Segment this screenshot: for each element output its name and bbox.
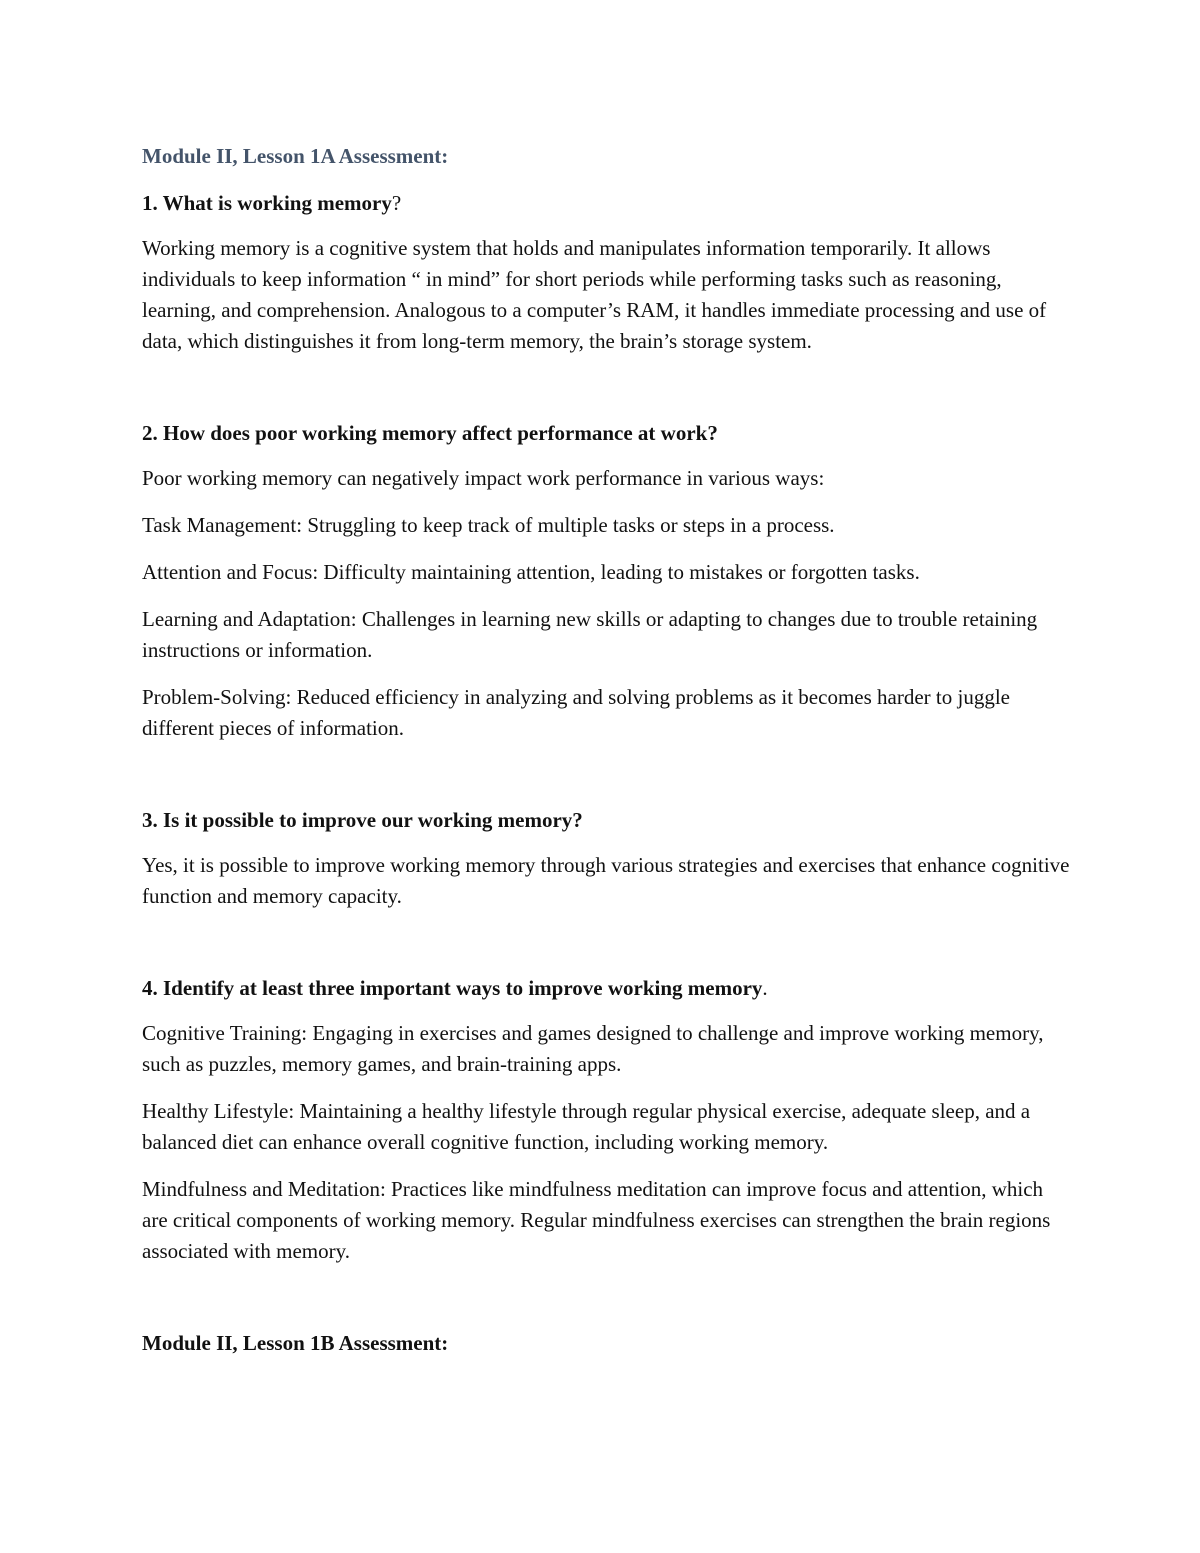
answer-2-intro: Poor working memory can negatively impact work performance in various ways: — [142, 466, 825, 490]
answer-4-cognitive-training: Cognitive Training: Engaging in exercises and games designed to challenge and improve working memory, such as puzzles, memory games, and brain-training apps. — [142, 1021, 1044, 1076]
question-3-text: 3. Is it possible to improve our working memory? — [142, 808, 583, 832]
answer-4-healthy-lifestyle: Healthy Lifestyle: Maintaining a healthy lifestyle through regular physical exercise, adequate sleep, and a balanced diet can enhance overall cognitive function, including working memory. — [142, 1099, 1031, 1154]
module-heading-1a: Module II, Lesson 1A Assessment: — [142, 144, 449, 168]
answer-1-paragraph: Working memory is a cognitive system that holds and manipulates information temporarily. It allows individuals to keep information “ in mind” for short periods while performing tasks such as reasoning, learning, and comprehension. Analogous to a computer’s RAM, it handles immediate processing and use of data, which distinguishes it from long-term memory, the brain’s storage system. — [142, 236, 1047, 353]
question-4 — [142, 974, 1072, 1002]
question-2-text: 2. How does poor working memory affect performance at work? — [142, 421, 718, 445]
answer-2-learning-adaptation: Learning and Adaptation: Challenges in learning new skills or adapting to changes due to trouble retaining instructions or information. — [142, 607, 1038, 662]
question-4-trail: . — [762, 976, 768, 1000]
question-4-text: 4. Identify at least three important ways to improve working memory — [142, 976, 763, 1000]
section-spacer — [142, 760, 1072, 806]
answer-2-problem-solving: Problem-Solving: Reduced efficiency in analyzing and solving problems as it becomes harder to juggle different pieces of information. — [142, 685, 1010, 740]
section-spacer — [142, 373, 1072, 419]
module-heading-1b: Module II, Lesson 1B Assessment: — [142, 1331, 449, 1355]
answer-4-mindfulness: Mindfulness and Meditation: Practices like mindfulness meditation can improve focus and attention, which are critical components of working memory. Regular mindfulness exercises can strengthen the brain regions associated with memory. — [142, 1177, 1051, 1263]
question-2 — [142, 419, 1072, 447]
section-spacer — [142, 928, 1072, 974]
answer-2-task-management: Task Management: Struggling to keep track of multiple tasks or steps in a process. — [142, 513, 835, 537]
question-1-trail: ? — [391, 191, 402, 215]
section-spacer — [142, 1283, 1072, 1329]
answer-2-attention-focus: Attention and Focus: Difficulty maintaining attention, leading to mistakes or forgotten tasks. — [142, 560, 920, 584]
question-3 — [142, 806, 1072, 834]
answer-3-paragraph: Yes, it is possible to improve working memory through various strategies and exercises that enhance cognitive function and memory capacity. — [142, 853, 1070, 908]
question-1-text: 1. What is working memory — [142, 191, 392, 215]
document-page — [142, 142, 1072, 1376]
question-1 — [142, 189, 1072, 217]
